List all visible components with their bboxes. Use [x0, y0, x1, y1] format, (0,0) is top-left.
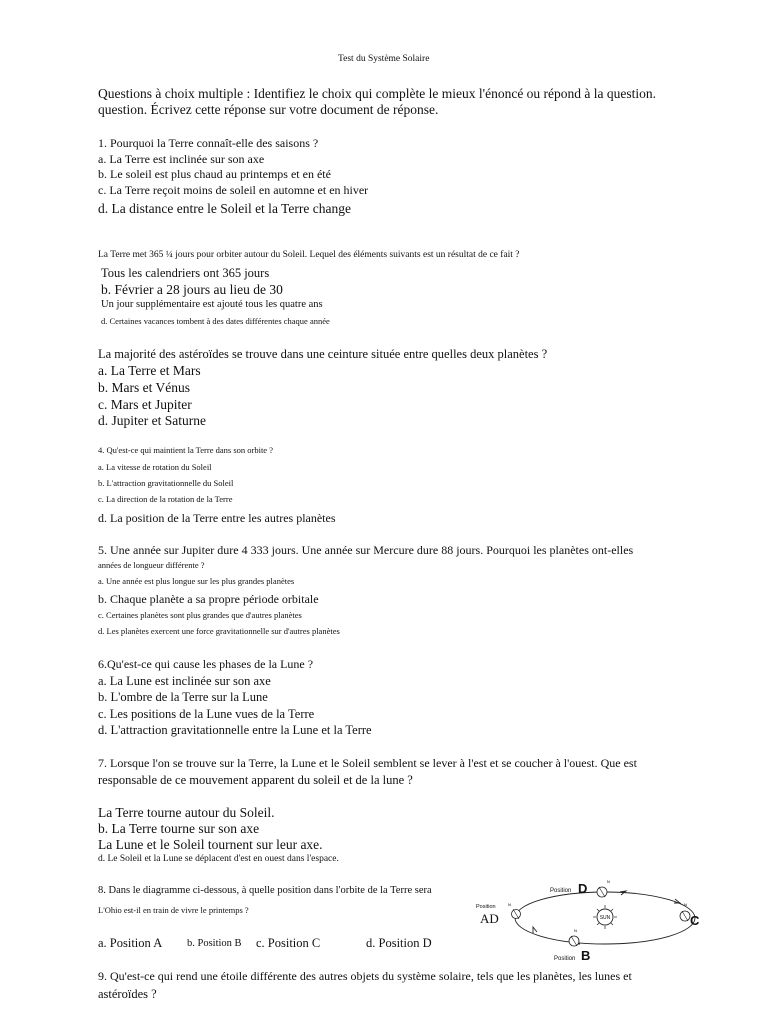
question-4-option-c: c. La direction de la rotation de la Terre [98, 494, 233, 504]
question-7-text-line-1: 7. Lorsque l'on se trouve sur la Terre, la Lune et le Soleil semblent se lever à l'est et se coucher à l'ouest. Que est [98, 756, 637, 770]
svg-text:SUN: SUN [599, 915, 611, 921]
svg-text:N: N [684, 902, 687, 907]
instructions-line-1: Questions à choix multiple : Identifiez le choix qui complète le mieux l'énoncé ou répond à la question. [98, 86, 657, 101]
question-4-option-a: a. La vitesse de rotation du Soleil [98, 462, 212, 472]
question-6-option-d: d. L'attraction gravitationnelle entre la Lune et la Terre [98, 723, 372, 737]
question-3-option-c: c. Mars et Jupiter [98, 397, 192, 412]
question-1-option-b: b. Le soleil est plus chaud au printemps et en été [98, 167, 331, 181]
question-5-text-line-2: années de longueur différente ? [98, 560, 205, 570]
question-2-option-b: b. Février a 28 jours au lieu de 30 [101, 282, 283, 297]
question-3-option-d: d. Jupiter et Saturne [98, 413, 206, 428]
question-3-option-a: a. La Terre et Mars [98, 363, 201, 378]
question-8-option-a: a. Position A [98, 936, 163, 950]
question-6-option-c: c. Les positions de la Lune vues de la Terre [98, 707, 315, 721]
question-2-text: La Terre met 365 ¼ jours pour orbiter autour du Soleil. Lequel des éléments suivants est un résultat de ce fait ? [98, 250, 520, 260]
question-2-option-c: Un jour supplémentaire est ajouté tous les quatre ans [101, 299, 323, 310]
svg-text:N: N [508, 902, 511, 907]
question-1-option-a: a. La Terre est inclinée sur son axe [98, 152, 265, 166]
question-7-option-c: La Lune et le Soleil tournent sur leur axe. [98, 837, 323, 852]
label-position-b-word: Position [554, 956, 576, 962]
question-5-option-c: c. Certaines planètes sont plus grandes que d'autres planètes [98, 610, 302, 620]
question-4-text: 4. Qu'est-ce qui maintient la Terre dans son orbite ? [98, 445, 273, 455]
question-4-option-d: d. La position de la Terre entre les autres planètes [98, 511, 336, 525]
svg-text:N: N [574, 928, 577, 933]
question-2-option-d: d. Certaines vacances tombent à des dates différentes chaque année [101, 316, 330, 326]
earth-position-d [597, 879, 610, 897]
question-2-option-a: Tous les calendriers ont 365 jours [101, 266, 270, 280]
question-7-text-line-2: responsable de ce mouvement apparent du soleil et de la lune ? [98, 773, 413, 787]
question-1-option-c: c. La Terre reçoit moins de soleil en automne et en hiver [98, 183, 369, 197]
question-8-option-b: b. Position B [187, 938, 242, 949]
question-6-option-b: b. L'ombre de la Terre sur la Lune [98, 690, 268, 704]
question-1-option-d: d. La distance entre le Soleil et la Terre change [98, 201, 351, 216]
question-7-option-d: d. Le Soleil et la Lune se déplacent d'est en ouest dans l'espace. [98, 854, 339, 864]
question-5-option-b: b. Chaque planète a sa propre période orbitale [98, 592, 319, 606]
question-6-text: 6.Qu'est-ce qui cause les phases de la Lune ? [98, 657, 314, 671]
svg-text:N: N [607, 879, 610, 884]
question-4-option-b: b. L'attraction gravitationnelle du Soleil [98, 478, 234, 488]
question-5-text-line-1: 5. Une année sur Jupiter dure 4 333 jours. Une année sur Mercure dure 88 jours. Pourquoi les planètes ont-elles [98, 543, 634, 557]
orbit-diagram [470, 874, 732, 962]
label-position-c: C [690, 913, 700, 928]
orbit-arrow-left [533, 927, 537, 933]
question-6-option-a: a. La Lune est inclinée sur son axe [98, 674, 271, 688]
question-9-text-line-2: astéroïdes ? [98, 987, 157, 1001]
question-8-text-line-1: 8. Dans le diagramme ci-dessous, à quelle position dans l'orbite de la Terre sera [98, 885, 432, 896]
question-8-option-c: c. Position C [256, 936, 321, 950]
question-5-option-d: d. Les planètes exercent une force gravitationnelle sur d'autres planètes [98, 626, 340, 636]
earth-position-b [569, 928, 579, 946]
earth-position-c [680, 902, 690, 921]
label-position-a-word: Position [476, 904, 496, 910]
page-title: Test du Système Solaire [338, 54, 430, 64]
label-position-b: B [581, 948, 591, 962]
label-position-d: D [578, 881, 588, 896]
question-7-option-b: b. La Terre tourne sur son axe [98, 821, 260, 836]
instructions-line-2: question. Écrivez cette réponse sur votre document de réponse. [98, 102, 439, 117]
question-3-text: La majorité des astéroïdes se trouve dans une ceinture située entre quelles deux planètes ? [98, 347, 548, 361]
sun-icon [593, 905, 617, 929]
label-position-ad: AD [480, 911, 499, 926]
question-7-option-a: La Terre tourne autour du Soleil. [98, 805, 275, 820]
question-1-text: 1. Pourquoi la Terre connaît-elle des saisons ? [98, 136, 319, 150]
question-9-text-line-1: 9. Qu'est-ce qui rend une étoile différente des autres objets du système solaire, tels que les planètes, les lunes et [98, 969, 632, 983]
earth-position-a [508, 902, 521, 919]
label-position-d-word: Position [550, 888, 572, 894]
question-3-option-b: b. Mars et Vénus [98, 380, 190, 395]
question-8-option-d: d. Position D [366, 936, 432, 950]
question-8-text-line-2: L'Ohio est-il en train de vivre le printemps ? [98, 905, 249, 915]
question-5-option-a: a. Une année est plus longue sur les plus grandes planètes [98, 576, 295, 586]
